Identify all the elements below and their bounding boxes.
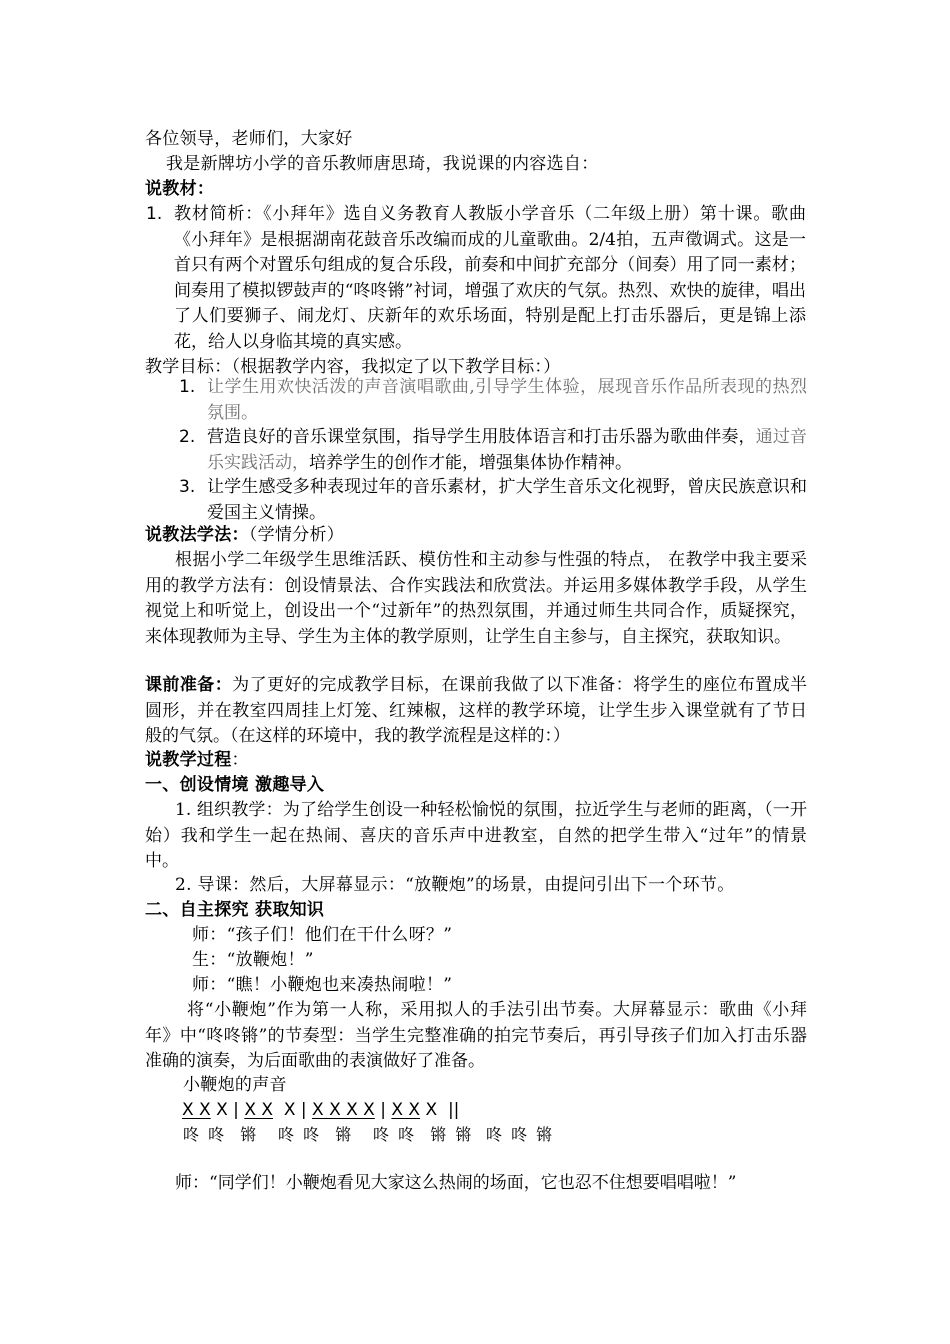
rhythm-note: X bbox=[210, 1100, 228, 1120]
rhythm-beamed-notes: X X bbox=[244, 1100, 274, 1120]
method-heading-note: （学情分析） bbox=[248, 525, 345, 545]
process-heading-tail: ： bbox=[231, 750, 249, 770]
section-heading-material: 说教材： bbox=[145, 179, 215, 199]
end-barline: || bbox=[447, 1100, 460, 1120]
barline: | bbox=[300, 1100, 307, 1120]
dialog-line: 生：“放鞭炮！” bbox=[192, 950, 314, 970]
closing-dialog: 师：“同学们！小鞭炮看见大家这么热闹的场面，它也忍不住想要唱唱啦！” bbox=[175, 1173, 737, 1193]
barline: | bbox=[233, 1100, 239, 1120]
prep-text: 为了更好的完成教学目标，在课前我做了以下准备：将学生的座位布置成半圆形，并在教室四周挂上灯笼、红辣椒，这样的教学环境，让学生步入课堂就有了节日般的气氛。（在这样的环境中，我的教学流程是这样的：） bbox=[145, 675, 808, 746]
part-1-title: 一、创设情境 激趣导入 bbox=[145, 775, 325, 795]
goal-item-2 bbox=[207, 425, 807, 476]
intro-line: 我是新牌坊小学的音乐教师唐思琦，我说课的内容选自： bbox=[166, 154, 599, 174]
prep-paragraph bbox=[145, 673, 807, 750]
rhythm-title: 小鞭炮的声音 bbox=[183, 1075, 287, 1095]
material-analysis-paragraph: 教材简析：《小拜年》选自义务教育人教版小学音乐（二年级上册）第十课。歌曲《小拜年》是根据湖南花鼓音乐改编而成的儿童歌曲。2/4拍，五声徵调式。这是一首只有两个对置乐句组成的复合乐段，前奏和中间扩充部分（间奏）用了同一素材；间奏用了模拟锣鼓声的“咚咚锵”衬词，增强了欢庆的气氛。热烈、欢快的旋律，唱出了人们要狮子、闹龙灯、庆新年的欢乐场面，特别是配上打击乐器后，更是锦上添花，给人以身临其境的真实感。 bbox=[174, 204, 806, 352]
part-1-step-2: 2. 导课：然后，大屏幕显示：“放鞭炮”的场景，由提问引出下一个环节。 bbox=[175, 875, 735, 895]
barline: | bbox=[380, 1100, 386, 1120]
process-heading: 说教学过程 bbox=[145, 750, 232, 770]
goal-2-tail-text: 培养学生的创作才能，增强集体协作精神。 bbox=[309, 452, 632, 473]
list-number: 1. bbox=[146, 204, 163, 224]
rhythm-note: X bbox=[273, 1100, 296, 1120]
dialog-line: 师：“孩子们！他们在干什么呀？” bbox=[192, 925, 453, 945]
teaching-goals-heading: 教学目标：（根据教学内容，我拟定了以下教学目标：） bbox=[145, 357, 561, 377]
syllable-group: 咚 咚 锵 锵 bbox=[373, 1125, 474, 1144]
syllable-group: 咚 咚 锵 bbox=[486, 1125, 555, 1144]
list-number: 2. bbox=[179, 427, 196, 447]
goal-2-text: 营造良好的音乐课堂氛围，指导学生用肢体语言和打击乐器为歌曲伴奏， bbox=[207, 427, 756, 447]
rhythm-beamed-notes: X X X X bbox=[312, 1100, 375, 1120]
greeting: 各位领导，老师们，大家好 bbox=[145, 129, 353, 149]
goal-item-1: 让学生用欢快活泼的声音演唱歌曲,引导学生体验，展现音乐作品所表现的热烈氛围。 bbox=[207, 377, 807, 423]
syllable-group: 咚 咚 锵 bbox=[278, 1125, 354, 1144]
list-number: 1. bbox=[179, 377, 196, 397]
method-heading: 说教法学法： bbox=[145, 525, 249, 545]
prep-heading: 课前准备： bbox=[145, 675, 233, 695]
method-paragraph: 根据小学二年级学生思维活跃、模仿性和主动参与性强的特点， 在教学中我主要采用的教学方法有：创设情景法、合作实践法和欣赏法。并运用多媒体教学手段，从学生视觉上和听觉上，创设出一个“过新年”的热烈氛围，并通过师生共同合作，质疑探究，来体现教师为主导、学生为主体的教学原则，让学生自主参与，自主探究，获取知识。 bbox=[145, 550, 807, 647]
process-heading-line bbox=[145, 748, 249, 773]
part-1-step-1: 1. 组织教学：为了给学生创设一种轻松愉悦的氛围，拉近学生与老师的距离，（一开始）我和学生一起在热闹、喜庆的音乐声中进教室，自然的把学生带入“过年”的情景中。 bbox=[145, 800, 807, 871]
part-2-title: 二、自主探究 获取知识 bbox=[145, 900, 325, 920]
rhythm-notation bbox=[182, 1098, 459, 1123]
part-2-paragraph: 将“小鞭炮”作为第一人称，采用拟人的手法引出节奏。大屏幕显示：歌曲《小拜年》中“咚咚锵”的节奏型：当学生完整准确的拍完节奏后，再引导孩子们加入打击乐器准确的演奏，为后面歌曲的表演做好了准备。 bbox=[145, 1000, 807, 1071]
dialog-line: 师：“瞧！小鞭炮也来凑热闹啦！” bbox=[192, 975, 453, 995]
rhythm-beamed-notes: X X bbox=[182, 1100, 211, 1120]
rhythm-note: X bbox=[420, 1100, 438, 1120]
goal-2-gray-text: 通过音乐实践活动， bbox=[207, 427, 808, 473]
method-heading-line bbox=[145, 523, 344, 548]
list-number: 3. bbox=[179, 477, 196, 497]
goal-item-3: 让学生感受多种表现过年的音乐素材，扩大学生音乐文化视野，曾庆民族意识和爱国主义情操。 bbox=[207, 477, 807, 523]
syllable-group: 咚 咚 锵 bbox=[183, 1125, 259, 1144]
rhythm-beamed-notes: X X bbox=[391, 1100, 421, 1120]
